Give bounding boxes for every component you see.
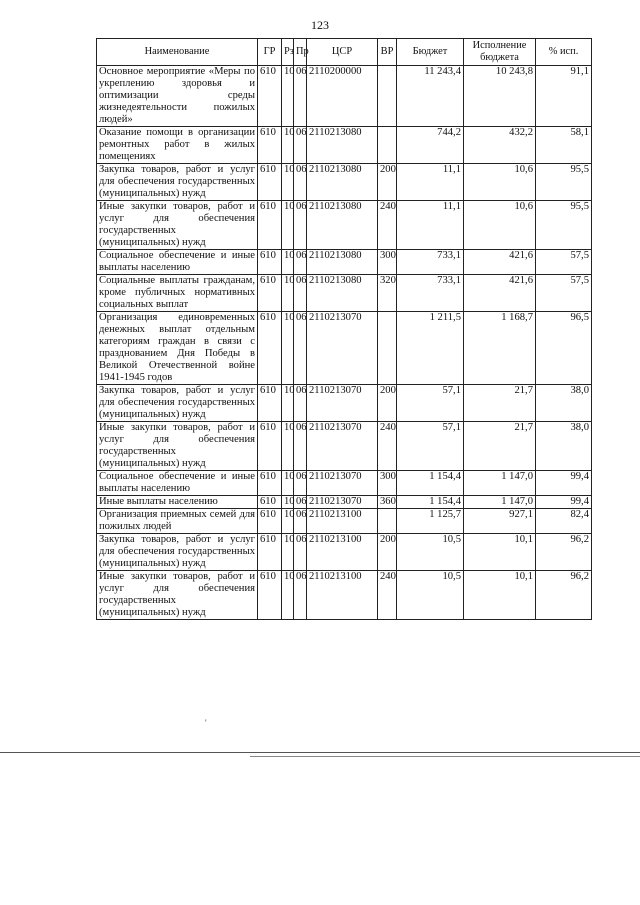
cell-rz: 10: [282, 509, 294, 534]
table-row: [97, 385, 592, 422]
cell-budget: 733,1: [397, 250, 464, 275]
cell-percent: 58,1: [536, 127, 592, 164]
cell-csr: 2110213080: [307, 164, 378, 201]
cell-percent: 57,5: [536, 250, 592, 275]
cell-gr: 610: [258, 471, 282, 496]
table-body: [97, 66, 592, 620]
cell-name: Организация приемных семей для пожилых людей: [97, 509, 258, 534]
cell-execution: 1 168,7: [464, 312, 536, 385]
cell-csr: 2110213070: [307, 496, 378, 509]
cell-csr: 2110213080: [307, 275, 378, 312]
cell-name: Закупка товаров, работ и услуг для обеспечения государственных (муниципальных) нужд: [97, 534, 258, 571]
header-vr: ВР: [378, 39, 397, 66]
cell-rz: 10: [282, 164, 294, 201]
cell-gr: 610: [258, 66, 282, 127]
header-gr: ГР: [258, 39, 282, 66]
cell-execution: 10,1: [464, 571, 536, 620]
table-row: [97, 534, 592, 571]
cell-gr: 610: [258, 571, 282, 620]
cell-percent: 95,5: [536, 201, 592, 250]
cell-rz: 10: [282, 385, 294, 422]
cell-rz: 10: [282, 471, 294, 496]
cell-rz: 10: [282, 66, 294, 127]
cell-vr: [378, 127, 397, 164]
cell-percent: 99,4: [536, 496, 592, 509]
table-row: [97, 496, 592, 509]
cell-budget: 11,1: [397, 201, 464, 250]
cell-budget: 1 211,5: [397, 312, 464, 385]
cell-vr: 200: [378, 385, 397, 422]
cell-vr: 320: [378, 275, 397, 312]
cell-pr: 06: [294, 164, 307, 201]
cell-execution: 927,1: [464, 509, 536, 534]
cell-rz: 10: [282, 275, 294, 312]
cell-pr: 06: [294, 250, 307, 275]
header-rz: Рз: [282, 39, 294, 66]
cell-budget: 1 154,4: [397, 496, 464, 509]
table-row: [97, 422, 592, 471]
cell-gr: 610: [258, 312, 282, 385]
table-row: [97, 471, 592, 496]
cell-vr: 240: [378, 571, 397, 620]
cell-execution: 432,2: [464, 127, 536, 164]
cell-vr: 240: [378, 422, 397, 471]
cell-percent: 57,5: [536, 275, 592, 312]
cell-gr: 610: [258, 509, 282, 534]
cell-name: Иные закупки товаров, работ и услуг для обеспечения государственных (муниципальных) нужд: [97, 422, 258, 471]
cell-csr: 2110213080: [307, 250, 378, 275]
cell-pr: 06: [294, 571, 307, 620]
cell-name: Закупка товаров, работ и услуг для обеспечения государственных (муниципальных) нужд: [97, 164, 258, 201]
cell-execution: 21,7: [464, 385, 536, 422]
table-row: [97, 127, 592, 164]
cell-execution: 421,6: [464, 275, 536, 312]
cell-rz: 10: [282, 571, 294, 620]
cell-percent: 95,5: [536, 164, 592, 201]
stray-mark: ': [205, 718, 207, 728]
cell-vr: 200: [378, 534, 397, 571]
cell-rz: 10: [282, 422, 294, 471]
table-row: [97, 164, 592, 201]
cell-percent: 82,4: [536, 509, 592, 534]
cell-csr: 2110213070: [307, 312, 378, 385]
cell-percent: 38,0: [536, 385, 592, 422]
cell-percent: 91,1: [536, 66, 592, 127]
table-row: [97, 66, 592, 127]
header-pr: Пр: [294, 39, 307, 66]
cell-pr: 06: [294, 385, 307, 422]
cell-execution: 1 147,0: [464, 471, 536, 496]
bottom-rule-secondary: [250, 756, 640, 757]
cell-percent: 96,5: [536, 312, 592, 385]
cell-percent: 96,2: [536, 571, 592, 620]
cell-rz: 10: [282, 127, 294, 164]
cell-vr: 360: [378, 496, 397, 509]
page-number: 123: [311, 18, 329, 32]
cell-budget: 1 125,7: [397, 509, 464, 534]
cell-rz: 10: [282, 496, 294, 509]
cell-pr: 06: [294, 275, 307, 312]
cell-pr: 06: [294, 422, 307, 471]
cell-execution: 421,6: [464, 250, 536, 275]
cell-csr: 2110213070: [307, 471, 378, 496]
table-row: [97, 571, 592, 620]
cell-execution: 10,6: [464, 164, 536, 201]
cell-name: Закупка товаров, работ и услуг для обеспечения государственных (муниципальных) нужд: [97, 385, 258, 422]
cell-gr: 610: [258, 201, 282, 250]
header-budget: Бюджет: [397, 39, 464, 66]
cell-percent: 99,4: [536, 471, 592, 496]
cell-csr: 2110213100: [307, 534, 378, 571]
table-row: [97, 201, 592, 250]
cell-vr: [378, 509, 397, 534]
cell-gr: 610: [258, 385, 282, 422]
table-row: [97, 275, 592, 312]
cell-csr: 2110213070: [307, 422, 378, 471]
table-row: [97, 509, 592, 534]
cell-name: Социальное обеспечение и иные выплаты населению: [97, 250, 258, 275]
cell-rz: 10: [282, 250, 294, 275]
cell-pr: 06: [294, 66, 307, 127]
cell-csr: 2110213080: [307, 127, 378, 164]
cell-name: Основное мероприятие «Меры по укреплению здоровья и оптимизации среды жизнедеятельности пожилых людей»: [97, 66, 258, 127]
cell-pr: 06: [294, 509, 307, 534]
cell-gr: 610: [258, 275, 282, 312]
cell-vr: 300: [378, 250, 397, 275]
table-header-row: [97, 39, 592, 66]
cell-percent: 96,2: [536, 534, 592, 571]
cell-csr: 2110213080: [307, 201, 378, 250]
cell-pr: 06: [294, 127, 307, 164]
header-csr: ЦСР: [307, 39, 378, 66]
cell-name: Иные закупки товаров, работ и услуг для обеспечения государственных (муниципальных) нужд: [97, 571, 258, 620]
cell-budget: 744,2: [397, 127, 464, 164]
cell-name: Иные закупки товаров, работ и услуг для обеспечения государственных (муниципальных) нужд: [97, 201, 258, 250]
cell-gr: 610: [258, 422, 282, 471]
cell-execution: 1 147,0: [464, 496, 536, 509]
cell-gr: 610: [258, 534, 282, 571]
cell-gr: 610: [258, 250, 282, 275]
cell-csr: 2110213070: [307, 385, 378, 422]
budget-table: [96, 38, 592, 620]
cell-execution: 10,1: [464, 534, 536, 571]
cell-pr: 06: [294, 496, 307, 509]
bottom-rule: [0, 752, 640, 753]
header-name: Наименование: [97, 39, 258, 66]
cell-vr: 300: [378, 471, 397, 496]
cell-vr: [378, 312, 397, 385]
cell-execution: 10,6: [464, 201, 536, 250]
cell-name: Социальное обеспечение и иные выплаты населению: [97, 471, 258, 496]
cell-pr: 06: [294, 312, 307, 385]
cell-budget: 57,1: [397, 385, 464, 422]
cell-percent: 38,0: [536, 422, 592, 471]
cell-rz: 10: [282, 201, 294, 250]
cell-csr: 2110200000: [307, 66, 378, 127]
cell-execution: 10 243,8: [464, 66, 536, 127]
cell-vr: 240: [378, 201, 397, 250]
cell-pr: 06: [294, 201, 307, 250]
cell-csr: 2110213100: [307, 571, 378, 620]
cell-pr: 06: [294, 471, 307, 496]
cell-name: Иные выплаты населению: [97, 496, 258, 509]
cell-gr: 610: [258, 164, 282, 201]
cell-gr: 610: [258, 127, 282, 164]
header-execution: Исполнение бюджета: [464, 39, 536, 66]
cell-vr: [378, 66, 397, 127]
cell-budget: 10,5: [397, 534, 464, 571]
cell-execution: 21,7: [464, 422, 536, 471]
cell-budget: 733,1: [397, 275, 464, 312]
cell-rz: 10: [282, 312, 294, 385]
cell-budget: 1 154,4: [397, 471, 464, 496]
cell-name: Оказание помощи в организации ремонтных работ в жилых помещениях: [97, 127, 258, 164]
cell-budget: 57,1: [397, 422, 464, 471]
cell-vr: 200: [378, 164, 397, 201]
cell-pr: 06: [294, 534, 307, 571]
header-percent: % исп.: [536, 39, 592, 66]
table-row: [97, 250, 592, 275]
cell-name: Социальные выплаты гражданам, кроме публичных нормативных социальных выплат: [97, 275, 258, 312]
cell-budget: 11 243,4: [397, 66, 464, 127]
cell-gr: 610: [258, 496, 282, 509]
cell-name: Организация единовременных денежных выплат отдельным категориям граждан в связи с празднованием Дня Победы в Великой Отечественной войне 1941-1945 годов: [97, 312, 258, 385]
cell-rz: 10: [282, 534, 294, 571]
cell-budget: 10,5: [397, 571, 464, 620]
table-row: [97, 312, 592, 385]
cell-budget: 11,1: [397, 164, 464, 201]
cell-csr: 2110213100: [307, 509, 378, 534]
